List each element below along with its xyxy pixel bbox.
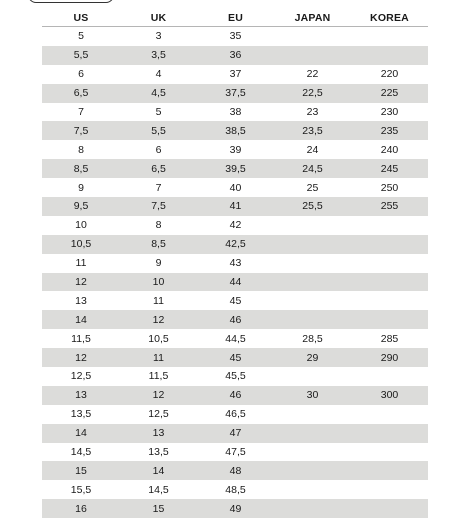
uk-cell: 11 xyxy=(153,294,164,307)
japan-cell: 25,5 xyxy=(302,200,323,213)
eu-cell: 48,5 xyxy=(225,483,246,496)
uk-cell: 4 xyxy=(155,68,162,81)
uk-cell: 14 xyxy=(152,464,165,477)
japan-cell: 24,5 xyxy=(302,162,323,175)
eu-cell: 42 xyxy=(229,219,242,232)
eu-cell: 44,5 xyxy=(225,332,246,345)
table-header-row xyxy=(42,10,428,27)
eu-cell: 39 xyxy=(229,143,242,156)
table-row xyxy=(42,84,428,103)
us-cell: 13 xyxy=(75,389,87,402)
uk-cell: 6,5 xyxy=(151,162,166,175)
us-cell: 16 xyxy=(75,502,87,515)
table-row xyxy=(42,121,428,140)
eu-cell: 46,5 xyxy=(225,408,246,421)
table-row xyxy=(42,254,428,273)
us-cell: 7,5 xyxy=(73,124,89,137)
uk-cell: 8 xyxy=(155,219,162,232)
eu-cell: 38,5 xyxy=(225,124,246,137)
eu-cell: 46 xyxy=(229,389,242,402)
japan-cell: 22 xyxy=(306,68,319,81)
korea-cell: 220 xyxy=(380,68,399,81)
us-cell: 14 xyxy=(75,427,87,440)
eu-cell: 38 xyxy=(229,106,242,118)
header-us: US xyxy=(73,12,89,24)
us-cell: 7 xyxy=(78,106,84,118)
uk-cell: 5,5 xyxy=(151,124,166,137)
us-cell: 13,5 xyxy=(70,408,92,421)
us-cell: 15,5 xyxy=(70,483,92,496)
uk-cell: 7 xyxy=(155,181,162,194)
us-cell: 10,5 xyxy=(70,238,92,251)
uk-cell: 12 xyxy=(152,313,165,326)
uk-cell: 5 xyxy=(155,106,162,118)
table-row xyxy=(42,65,428,84)
table-body xyxy=(42,27,428,518)
uk-cell: 10 xyxy=(152,276,165,289)
eu-cell: 47,5 xyxy=(225,446,246,459)
us-cell: 11 xyxy=(75,257,87,270)
size-chart-table xyxy=(42,10,428,518)
header-korea: KOREA xyxy=(370,12,409,24)
eu-cell: 37 xyxy=(229,68,242,81)
uk-cell: 12,5 xyxy=(148,408,169,421)
uk-cell: 4,5 xyxy=(151,87,166,100)
table-row xyxy=(42,103,428,122)
eu-cell: 43 xyxy=(229,257,242,270)
eu-cell: 35 xyxy=(229,30,242,43)
us-cell: 14 xyxy=(75,313,87,326)
eu-cell: 49 xyxy=(229,502,242,515)
table-row xyxy=(42,159,428,178)
table-row xyxy=(42,197,428,216)
top-tab-outline xyxy=(28,0,114,3)
uk-cell: 8,5 xyxy=(151,238,166,251)
us-cell: 8 xyxy=(78,143,84,156)
uk-cell: 10,5 xyxy=(148,332,169,345)
table-row xyxy=(42,46,428,65)
table-row xyxy=(42,424,428,443)
table-row xyxy=(42,273,428,292)
us-cell: 9,5 xyxy=(73,200,89,213)
japan-cell: 23 xyxy=(306,106,319,118)
korea-cell: 250 xyxy=(380,181,399,194)
eu-cell: 45 xyxy=(229,294,242,307)
korea-cell: 225 xyxy=(380,87,399,100)
eu-cell: 45,5 xyxy=(225,370,246,383)
header-japan: JAPAN xyxy=(294,12,331,24)
us-cell: 12 xyxy=(75,351,87,364)
uk-cell: 3,5 xyxy=(151,49,166,62)
us-cell: 14,5 xyxy=(70,446,92,459)
header-eu: EU xyxy=(228,12,243,24)
header-uk: UK xyxy=(150,12,167,24)
table-row xyxy=(42,140,428,159)
uk-cell: 15 xyxy=(152,502,165,515)
korea-cell: 230 xyxy=(380,106,399,118)
us-cell: 13 xyxy=(75,294,87,307)
korea-cell: 285 xyxy=(380,332,399,345)
eu-cell: 41 xyxy=(229,200,242,213)
us-cell: 5,5 xyxy=(73,49,89,62)
japan-cell: 28,5 xyxy=(302,332,323,345)
us-cell: 5 xyxy=(78,30,84,43)
uk-cell: 13 xyxy=(152,427,165,440)
table-row xyxy=(42,480,428,499)
table-row xyxy=(42,178,428,197)
us-cell: 6 xyxy=(78,68,84,81)
korea-cell: 245 xyxy=(380,162,399,175)
uk-cell: 14,5 xyxy=(148,483,169,496)
us-cell: 12 xyxy=(75,276,87,289)
table-row xyxy=(42,235,428,254)
korea-cell: 300 xyxy=(380,389,399,402)
japan-cell: 22,5 xyxy=(302,87,323,100)
us-cell: 9 xyxy=(78,181,84,194)
uk-cell: 11,5 xyxy=(148,370,169,383)
uk-cell: 11 xyxy=(153,351,164,364)
table-row xyxy=(42,329,428,348)
us-cell: 8,5 xyxy=(73,162,89,175)
eu-cell: 47 xyxy=(229,427,242,440)
table-row xyxy=(42,348,428,367)
us-cell: 12,5 xyxy=(70,370,92,383)
uk-cell: 3 xyxy=(155,30,162,43)
eu-cell: 44 xyxy=(229,276,242,289)
korea-cell: 240 xyxy=(380,143,399,156)
table-row xyxy=(42,367,428,386)
table-row xyxy=(42,405,428,424)
japan-cell: 30 xyxy=(306,389,319,402)
japan-cell: 24 xyxy=(306,143,319,156)
uk-cell: 6 xyxy=(155,143,162,156)
us-cell: 15 xyxy=(75,464,87,477)
us-cell: 11,5 xyxy=(71,332,91,345)
table-row xyxy=(42,291,428,310)
eu-cell: 46 xyxy=(229,313,242,326)
korea-cell: 255 xyxy=(380,200,399,213)
eu-cell: 40 xyxy=(229,181,242,194)
uk-cell: 9 xyxy=(155,257,162,270)
japan-cell: 23,5 xyxy=(302,124,323,137)
uk-cell: 12 xyxy=(152,389,165,402)
eu-cell: 45 xyxy=(229,351,242,364)
us-cell: 6,5 xyxy=(73,87,89,100)
korea-cell: 235 xyxy=(380,124,399,137)
eu-cell: 36 xyxy=(229,49,242,62)
table-row xyxy=(42,386,428,405)
eu-cell: 39,5 xyxy=(225,162,246,175)
japan-cell: 29 xyxy=(306,351,319,364)
uk-cell: 7,5 xyxy=(151,200,166,213)
table-row xyxy=(42,216,428,235)
eu-cell: 48 xyxy=(229,464,242,477)
table-row xyxy=(42,443,428,462)
table-row xyxy=(42,310,428,329)
korea-cell: 290 xyxy=(380,351,399,364)
uk-cell: 13,5 xyxy=(148,446,169,459)
table-row xyxy=(42,27,428,46)
table-row xyxy=(42,461,428,480)
eu-cell: 37,5 xyxy=(225,87,246,100)
us-cell: 10 xyxy=(75,219,87,232)
japan-cell: 25 xyxy=(306,181,319,194)
eu-cell: 42,5 xyxy=(225,238,246,251)
